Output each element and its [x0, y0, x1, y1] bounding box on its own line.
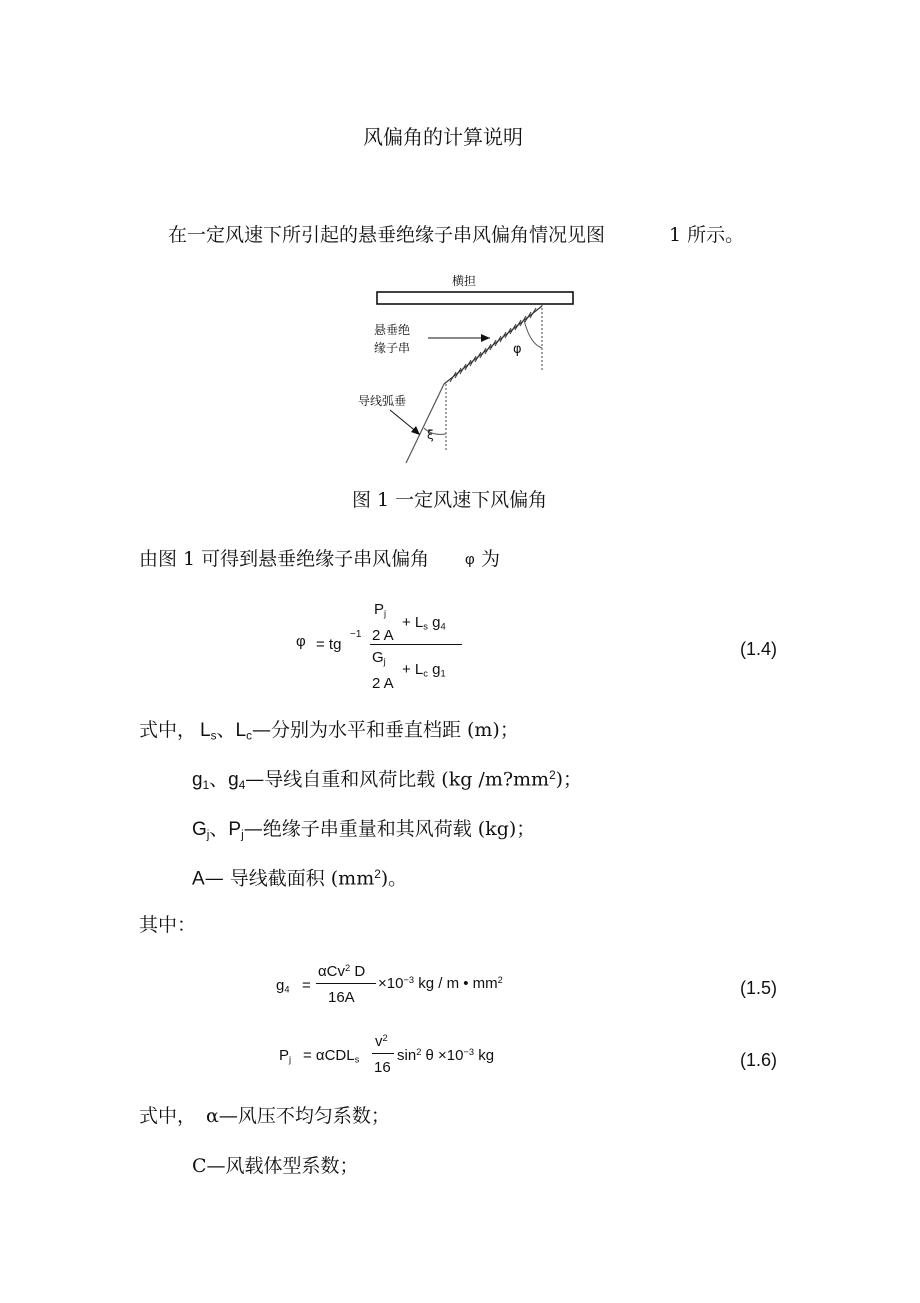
eq15-lhs-sub: 4 — [284, 984, 290, 995]
figure-1 — [340, 268, 590, 468]
conductor-sag-line — [406, 384, 444, 463]
def-Ls-Lc: $L_s$、$L_c—$分别为水平和垂直档距 (m)； — [200, 719, 519, 743]
eq15-fraction-bar — [316, 983, 376, 984]
label-phi: φ — [513, 342, 522, 357]
eq15-den: 16A — [328, 989, 355, 1006]
eq14-fraction-bar — [370, 644, 462, 645]
eq15-num-end: D — [350, 963, 366, 981]
para1-phi: φ — [465, 551, 475, 568]
def-C: C—风载体型系数； — [192, 1155, 359, 1177]
equation-1-4 — [290, 596, 490, 696]
intro-text: 在一定风速下所引起的悬垂绝缘子串风偏角情况见图 — [168, 224, 606, 246]
eq15-unit: kg / m • mm — [414, 975, 498, 993]
eq14-number: (1.4) — [740, 639, 778, 659]
def-g1-g4: $g_1$、$g_4—$导线自重和风荷比载 (kg $/m?mm^2$)； — [192, 768, 583, 792]
eq15-number: (1.5) — [740, 978, 778, 998]
intro-fig-ref: 1 所示。 — [669, 224, 745, 246]
eq14-den-g-sub: 1 — [440, 668, 446, 679]
eq15-tail: ×10 — [378, 975, 404, 993]
eq14-den-2A: 2 A — [372, 675, 394, 692]
eq16-frac-num: v — [375, 1033, 383, 1051]
figure-caption: 图 1 一定风速下风偏角 — [352, 489, 548, 511]
eq16-number: (1.6) — [740, 1050, 778, 1070]
among-label: 其中： — [139, 914, 197, 936]
eq14-num-g-sub: 4 — [440, 621, 446, 632]
eq16-sin-sup: 2 — [416, 1047, 422, 1057]
eq14-num-L-sub: s — [423, 621, 428, 632]
eq14-num-plus-L: + L — [402, 614, 424, 631]
defs2-lead: 式中， — [139, 1105, 197, 1127]
eq16-theta-sup: −3 — [463, 1047, 475, 1057]
equation-1-6 — [275, 1028, 555, 1088]
eq16-lhs-sub: j — [289, 1054, 292, 1065]
label-insulator-2: 缘子串 — [374, 341, 411, 355]
eq15-lhs-g: g — [276, 977, 285, 994]
eq14-den-plus-L: + L — [402, 661, 424, 678]
eq16-eq: = αCDL — [303, 1047, 355, 1064]
eq15-num-sup: 2 — [345, 963, 351, 973]
equation-1-5 — [270, 958, 550, 1018]
wind-deflection-diagram — [340, 268, 590, 468]
eq15-equals: = — [302, 977, 311, 994]
eq16-fraction-bar — [372, 1053, 394, 1054]
eq16-sin: sin — [397, 1047, 417, 1065]
eq14-lhs-phi: φ — [296, 633, 306, 650]
eq15-unit-sup: 2 — [497, 975, 503, 985]
crossarm-rect — [377, 292, 573, 304]
eq16-unit: kg — [474, 1047, 495, 1065]
eq14-tg: = tg — [316, 636, 342, 653]
eq14-den-g: g — [427, 661, 441, 678]
eq14-den-G: G — [372, 649, 384, 666]
def-Gj-Pj: $G_j$、$P_j—$绝缘子串重量和其风荷载 (kg)； — [192, 818, 536, 842]
eq14-num-P-sub: j — [384, 608, 387, 619]
para1-text: 由图 1 可得到悬垂绝缘子串风偏角 — [139, 548, 430, 570]
label-xi: ξ — [427, 428, 434, 442]
eq14-den-G-sub: j — [383, 656, 386, 667]
eq14-num-g: g — [427, 614, 441, 631]
page-title: 风偏角的计算说明 — [363, 125, 523, 149]
eq15-tail-sup: −3 — [403, 975, 415, 985]
eq16-eq-sub: s — [354, 1054, 360, 1065]
insulator-disks — [450, 308, 536, 382]
para1-suffix: 为 — [481, 548, 501, 570]
eq16-theta: θ ×10 — [421, 1047, 464, 1065]
defs1-lead: 式中， — [139, 719, 197, 741]
def-alpha: α—风压不均匀系数； — [206, 1105, 390, 1127]
def-A: A— 导线截面积 $(mm^2)$。 — [192, 867, 408, 890]
eq16-frac-den: 16 — [374, 1059, 391, 1076]
eq14-num-2A: 2 A — [372, 627, 394, 644]
label-crossarm: 横担 — [452, 274, 477, 288]
label-insulator-1: 悬垂绝 — [374, 323, 411, 337]
eq14-inverse: −1 — [350, 629, 362, 640]
eq16-lhs-P: P — [279, 1047, 290, 1064]
phi-arc — [524, 320, 542, 348]
label-conductor-sag: 导线弧垂 — [358, 394, 407, 408]
eq15-num: αCv — [318, 963, 346, 981]
eq14-num-P: P — [374, 601, 385, 618]
eq16-frac-num-sup: 2 — [382, 1033, 388, 1043]
conductor-arrow-head — [411, 426, 420, 435]
insulator-arrow-head — [481, 334, 490, 342]
eq14-den-L-sub: c — [423, 668, 428, 679]
